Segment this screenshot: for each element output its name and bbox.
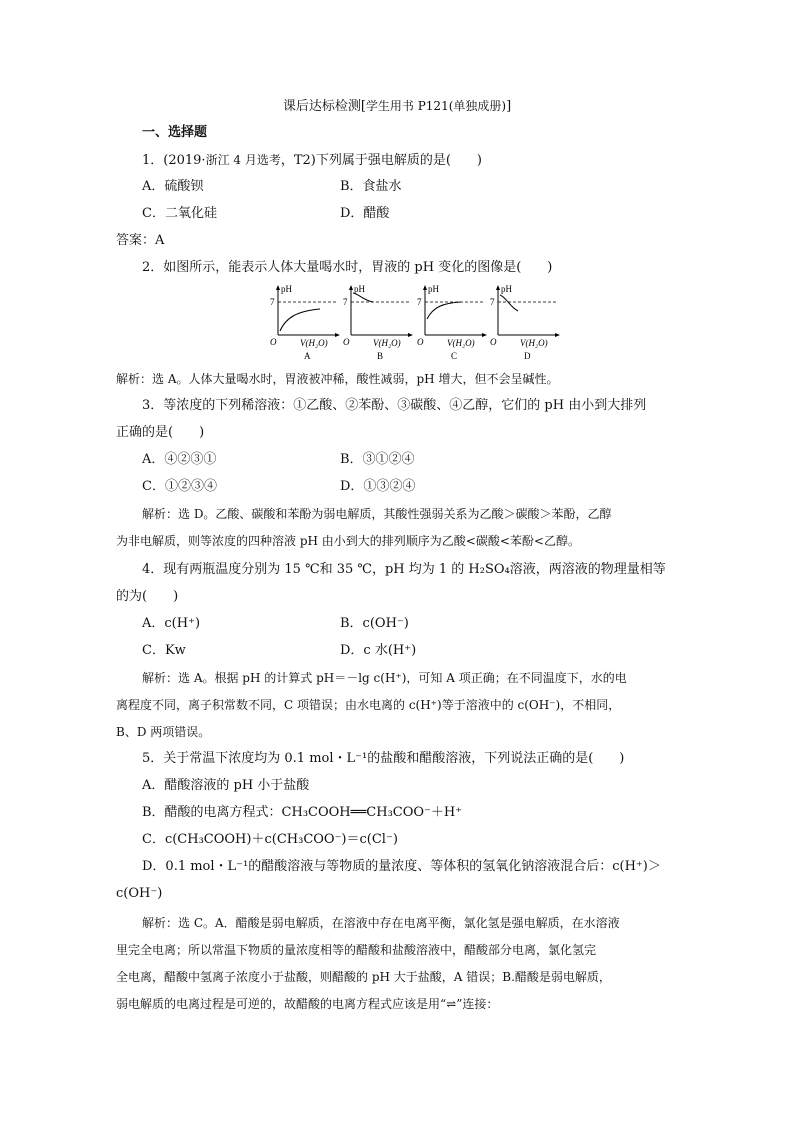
q5-option-b: B．醋酸的电离方程式：CH₃COOH══CH₃COO⁻＋H⁺ [142, 805, 463, 820]
graph-c-letter: C [451, 351, 458, 361]
graph-a-seven: 7 [270, 297, 275, 307]
q5-option-c: C．c(CH₃COOH)＋c(CH₃COO⁻)＝c(Cl⁻) [142, 832, 398, 847]
title-close: ] [506, 99, 512, 114]
q5-analysis-line-2: 里完全电离；所以常温下物质的量浓度相等的醋酸和盐酸溶液中，醋酸部分电离，氯化氢完 [116, 943, 597, 957]
q4-option-b: B．c(OH⁻) [340, 616, 409, 631]
q1-number: 1．(2019· [142, 153, 206, 168]
graph-c-origin: O [417, 337, 424, 347]
graph-a-letter: A [304, 351, 311, 361]
q3-option-d: D．①③②④ [340, 479, 416, 494]
q3-option-b: B．③①②④ [340, 452, 415, 467]
q1-stem: ，T2)下列属于强电解质的是( ) [280, 153, 482, 168]
page-title [0, 97, 794, 116]
q4-option-a: A．c(H⁺) [142, 616, 201, 631]
q1-option-b: B．食盐水 [340, 179, 402, 194]
q1-option-c: C．二氧化硅 [142, 206, 217, 221]
graph-b-seven: 7 [343, 297, 348, 307]
question-4-line-2: 的为( ) [116, 589, 179, 604]
question-1 [142, 151, 482, 170]
q5-analysis-line-1: 解析：选 C。A．醋酸是弱电解质，在溶液中存在电离平衡，氯化氢是强电解质，在水溶液 [142, 916, 620, 930]
q4-option-d: D．c 水(H⁺) [340, 643, 417, 658]
graph-c-y-label: pH [428, 284, 439, 294]
title-main: 课后达标检测[ [282, 99, 366, 114]
q3-option-a: A．④②③① [142, 452, 217, 467]
graph-d-x-label: V(H₂O) [520, 338, 548, 348]
ph-graph-b [343, 283, 419, 363]
graph-c-seven: 7 [417, 297, 422, 307]
graph-d-seven: 7 [490, 297, 495, 307]
q1-answer: 答案：A [116, 233, 165, 248]
graph-d-y-label: pH [501, 284, 512, 294]
section-heading: 一、选择题 [142, 125, 208, 140]
question-3-line-2: 正确的是( ) [116, 425, 205, 440]
graph-b-origin: O [343, 337, 350, 347]
q5-option-d-line-1: D．0.1 mol・L⁻¹的醋酸溶液与等物质的量浓度、等体积的氢氧化钠溶液混合后：c(H⁺)＞ [142, 859, 661, 874]
q4-analysis-line-2: 离程度不同，离子积常数不同，C 项错误；由水电离的 c(H⁺)等于溶液中的 c(OH⁻)，不相同， [116, 698, 621, 712]
graph-b-letter: B [377, 351, 384, 361]
q5-option-a: A．醋酸溶液的 pH 小于盐酸 [142, 778, 310, 793]
q1-option-d: D．醋酸 [340, 206, 390, 221]
title-note: 学生用书 P121(单独成册) [365, 99, 507, 113]
q3-option-c: C．①②③④ [142, 479, 217, 494]
q1-source: 浙江 4 月选考 [205, 153, 281, 167]
question-5-line-1: 5．关于常温下浓度均为 0.1 mol・L⁻¹的盐酸和醋酸溶液，下列说法正确的是( ) [142, 751, 625, 766]
ph-graph-d [490, 283, 566, 363]
ph-graph-a [270, 283, 346, 363]
q4-analysis-line-1: 解析：选 A。根据 pH 的计算式 pH＝－lg c(H⁺)，可知 A 项正确；在不同温度下，水的电 [142, 671, 627, 685]
graph-b-x-label: V(H₂O) [373, 338, 401, 348]
question-3-line-1: 3．等浓度的下列稀溶液：①乙酸、②苯酚、③碳酸、④乙醇，它们的 pH 由小到大排列 [142, 398, 647, 413]
ph-graph-c [417, 283, 493, 363]
q1-option-a: A．硫酸钡 [142, 179, 204, 194]
q5-analysis-line-3: 全电离，醋酸中氢离子浓度小于盐酸，则醋酸的 pH 大于盐酸，A 错误；B.醋酸是弱电解质， [116, 970, 611, 984]
q5-analysis-line-4: 弱电解质的电离过程是可逆的，故醋酸的电离方程式应该是用“⇌”连接： [116, 997, 499, 1011]
graph-d-letter: D [524, 351, 531, 361]
question-2: 2．如图所示，能表示人体大量喝水时，胃液的 pH 变化的图像是( ) [142, 260, 553, 275]
q4-analysis-line-3: B、D 两项错误。 [116, 725, 211, 739]
question-4-line-1: 4．现有两瓶温度分别为 15 ℃和 35 ℃，pH 均为 1 的 H₂SO₄溶液，两溶液的物理量相等 [142, 562, 666, 577]
graph-a-origin: O [270, 337, 277, 347]
graph-a-x-label: V(H₂O) [300, 338, 328, 348]
q3-analysis-line-2: 为非电解质，则等浓度的四种溶液 pH 由小到大的排列顺序为乙酸<碳酸<苯酚<乙醇。 [116, 534, 580, 548]
q5-option-d-line-2: c(OH⁻) [116, 886, 163, 901]
graph-c-x-label: V(H₂O) [447, 338, 475, 348]
q4-option-c: C．Kw [142, 643, 186, 658]
q2-analysis: 解析：选 A。人体大量喝水时，胃液被冲稀，酸性减弱，pH 增大，但不会呈碱性。 [116, 372, 559, 386]
q3-analysis-line-1: 解析：选 D。乙酸、碳酸和苯酚为弱电解质，其酸性强弱关系为乙酸＞碳酸＞苯酚，乙醇 [142, 507, 612, 521]
graph-d-origin: O [490, 337, 497, 347]
graph-b-y-label: pH [354, 284, 365, 294]
graph-a-y-label: pH [281, 284, 292, 294]
